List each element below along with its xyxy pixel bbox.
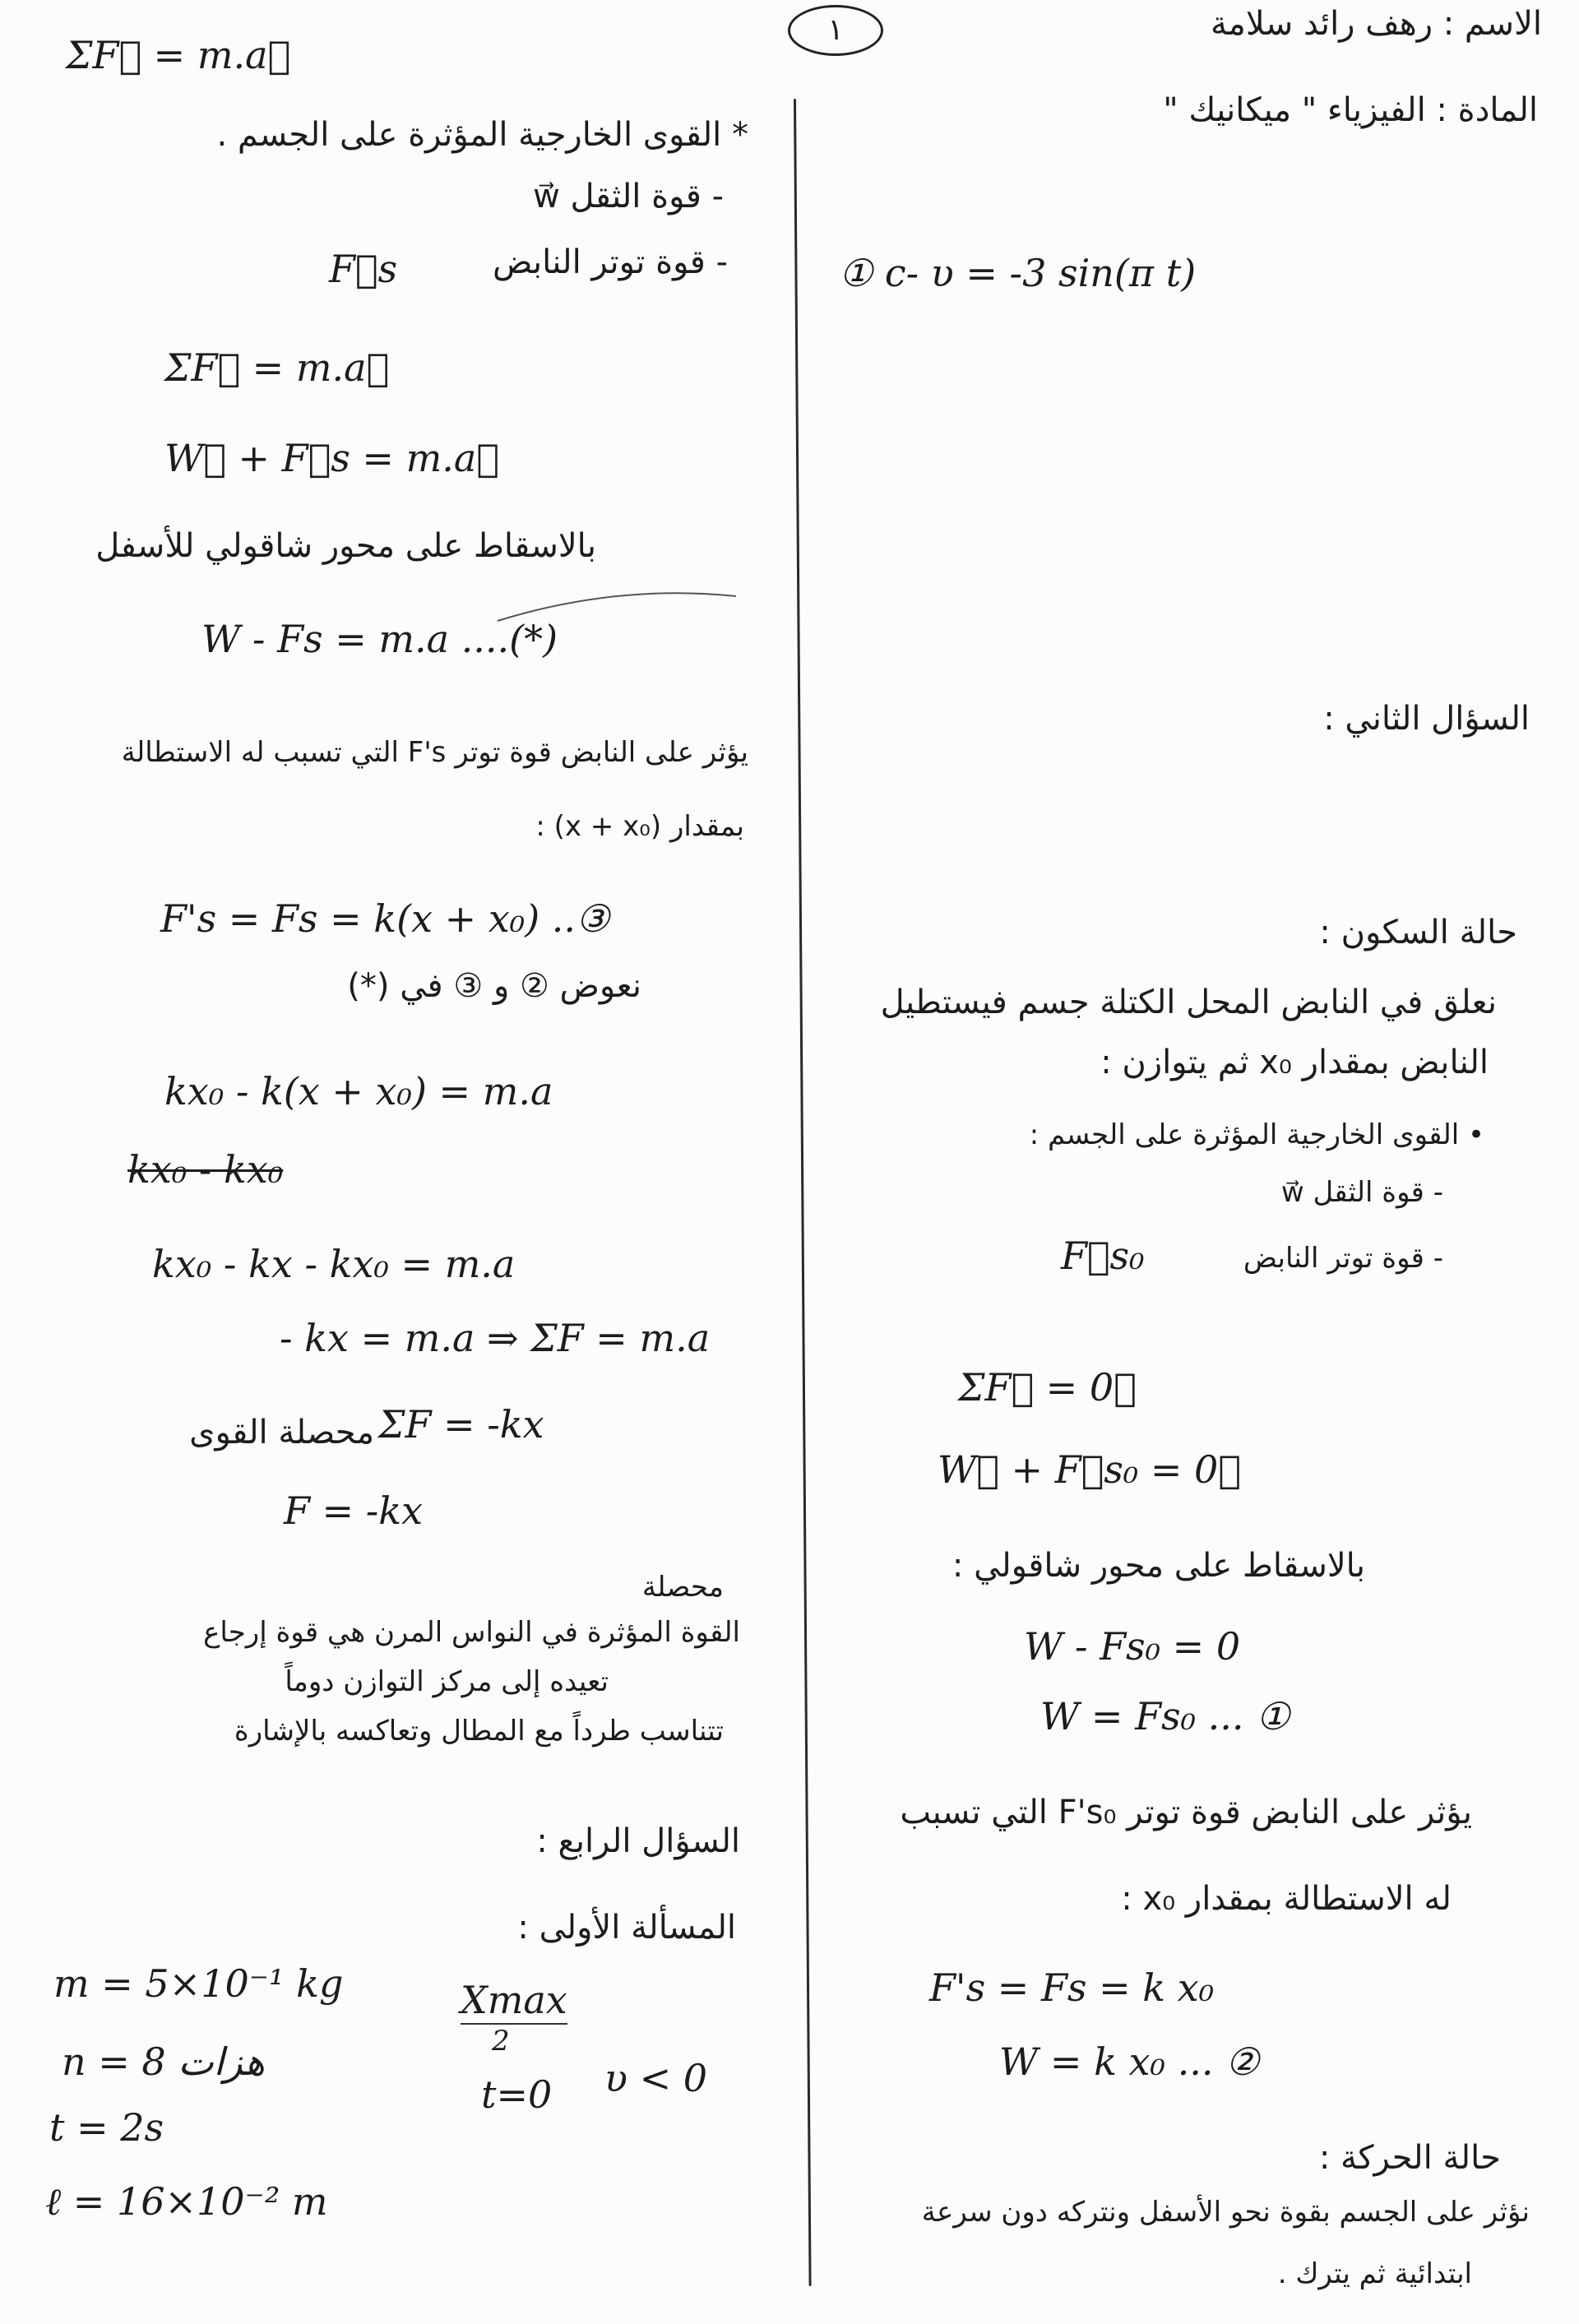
rest-tension-1: يؤثر على النابض قوة توتر F's₀ التي تسبب xyxy=(900,1794,1472,1831)
left-conclusion-4: تتناسب طرداً مع المطال وتعاكسه بالإشارة xyxy=(234,1715,724,1748)
rest-sum-zero: ΣF⃗ = 0⃗ xyxy=(958,1365,1137,1410)
subject-line: المادة : الفيزياء " ميكانيك " xyxy=(1163,91,1538,129)
left-fs-vector: F⃗s xyxy=(329,247,398,291)
q2-title: السؤال الثاني : xyxy=(1323,700,1530,738)
left-sum: ΣF⃗ = m.a⃗ xyxy=(164,345,390,390)
left-conclusion-2: القوة المؤثرة في النواس المرن هي قوة إرجاع xyxy=(203,1616,740,1649)
rest-force-weight: - قوة الثقل w⃗ xyxy=(1280,1176,1443,1209)
left-minus-kx: - kx = m.a ⇒ ΣF = m.a xyxy=(280,1316,711,1360)
left-crossed-out: kx₀ - kx₀ xyxy=(127,1147,284,1192)
rest-projection: بالاسقاط على محور شاقولي : xyxy=(952,1547,1365,1585)
left-forces-title: * القوى الخارجية المؤثرة على الجسم . xyxy=(216,116,748,154)
left-eq3: F's = Fs = k(x + x₀) ..③ xyxy=(160,896,610,941)
rest-state-title: حالة السكون : xyxy=(1319,914,1517,951)
left-equation-star: W - Fs = m.a ....(*) xyxy=(201,617,558,661)
left-w-plus-fs: W⃗ + F⃗s = m.a⃗ xyxy=(164,436,499,480)
given-oscillations: n = 8 هزات xyxy=(62,2039,266,2084)
rest-w-minus-fs: W - Fs₀ = 0 xyxy=(1024,1624,1241,1669)
rest-w-plus-fs: W⃗ + F⃗s₀ = 0⃗ xyxy=(938,1447,1241,1492)
rest-forces-title: • القوى الخارجية المؤثرة على الجسم : xyxy=(1029,1118,1484,1151)
left-conclusion-1: محصلة xyxy=(641,1571,724,1604)
rest-force-spring-label: - قوة توتر النابض xyxy=(1243,1242,1443,1275)
rest-tension-2: له الاستطالة بمقدار x₀ : xyxy=(1121,1880,1452,1918)
student-name: الاسم : رهف رائد سلامة xyxy=(1210,5,1542,43)
left-resultant: ΣF = -kx xyxy=(378,1402,544,1447)
hand-drawn-stroke xyxy=(493,588,740,629)
rest-fs0-vector: F⃗s₀ xyxy=(1061,1234,1145,1278)
left-force-weight: - قوة الثقل w⃗ xyxy=(533,178,724,215)
given-mass: m = 5×10⁻¹ kg xyxy=(53,1961,344,2006)
left-tension-1: يؤثر على النابض قوة توتر F's التي تسبب له الاستطالة xyxy=(121,736,748,769)
left-newton-law: ΣF⃗ = m.a⃗ xyxy=(66,33,291,77)
motion-line-1: نؤثر على الجسم بقوة نحو الأسفل ونتركه دون سرعة xyxy=(921,2196,1530,2229)
q1-velocity-equation: ① c- υ = -3 sin(π t) xyxy=(839,251,1197,295)
rest-w-eq-fs: W = Fs₀ ... ① xyxy=(1040,1694,1290,1738)
rest-line-1: نعلق في النابض المحل الكتلة جسم فيستطيل xyxy=(880,984,1497,1021)
given-length: ℓ = 16×10⁻² m xyxy=(45,2179,328,2224)
q4-title: السؤال الرابع : xyxy=(536,1822,740,1860)
left-tension-2: بمقدار (x + x₀) : xyxy=(535,810,744,843)
rest-w-kx: W = k x₀ ... ② xyxy=(999,2039,1260,2084)
left-f-kx: F = -kx xyxy=(284,1488,424,1533)
initial-half: 2 xyxy=(492,2025,510,2058)
page-number: ١ xyxy=(788,5,883,56)
left-projection: بالاسقاط على محور شاقولي للأسفل xyxy=(95,527,596,565)
initial-velocity-sign: υ < 0 xyxy=(604,2056,708,2100)
column-divider xyxy=(794,99,812,2286)
left-force-spring-label: - قوة توتر النابض xyxy=(492,243,728,281)
left-resultant-label: محصلة القوى xyxy=(189,1414,374,1451)
rest-line-2: النابض بمقدار x₀ ثم يتوازن : xyxy=(1100,1044,1489,1081)
given-time: t = 2s xyxy=(49,2105,164,2150)
rest-fs-kx: F's = Fs = k x₀ xyxy=(929,1965,1215,2010)
left-substitution: نعوض ② و ③ في (*) xyxy=(347,967,641,1005)
left-kx0-equation: kx₀ - k(x + x₀) = m.a xyxy=(164,1069,553,1113)
initial-xmax: Xmax xyxy=(461,1978,567,2025)
left-conclusion-3: تعيده إلى مركز التوازن دوماً xyxy=(285,1665,609,1698)
left-kx0-expanded: kx₀ - kx - kx₀ = m.a xyxy=(152,1242,516,1286)
motion-title: حالة الحركة : xyxy=(1318,2139,1501,2177)
initial-t0: t=0 xyxy=(481,2072,553,2117)
problem-1-title: المسألة الأولى : xyxy=(517,1909,736,1947)
motion-line-2: ابتدائية ثم يترك . xyxy=(1277,2257,1472,2290)
